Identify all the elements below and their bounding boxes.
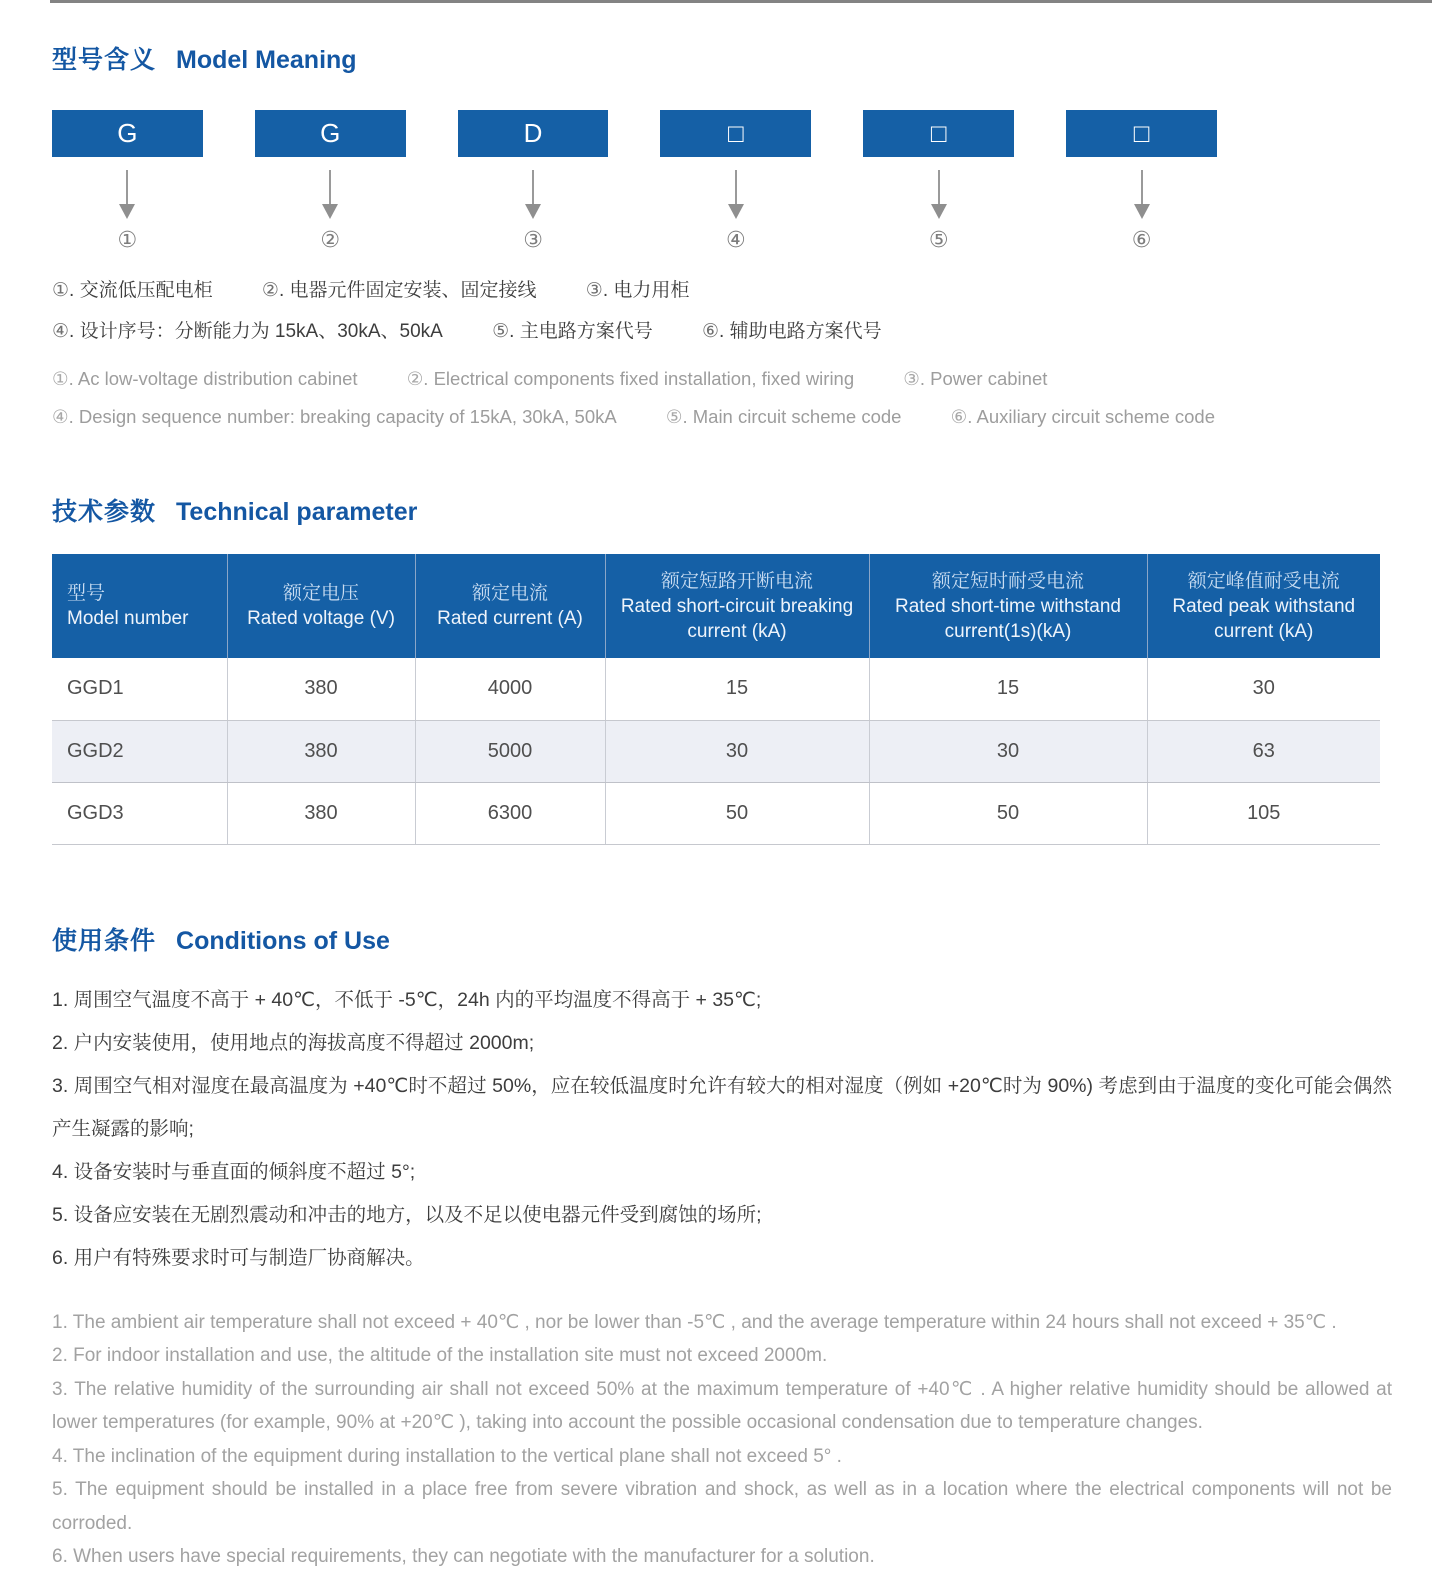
technical-heading-zh: 技术参数 (52, 498, 157, 526)
condition-item-zh: 1. 周围空气温度不高于 + 40℃，不低于 -5℃，24h 内的平均温度不得高于 + 35℃; (52, 988, 762, 1011)
conditions-heading (52, 921, 1380, 957)
condition-item-en: 6. When users have special requirements, they can negotiate with the manufacturer for a solution. (52, 1546, 875, 1567)
circled-number: ② (406, 368, 424, 389)
table-row-ggd1: GGD1 380 4000 15 15 30 (52, 658, 1380, 720)
down-arrow-icon (119, 170, 135, 219)
model-meaning-heading-zh: 型号含义 (52, 46, 157, 74)
condition-item-en: 1. The ambient air temperature shall not exceed + 40℃ , nor be lower than -5℃ , and the average temperature within 24 hours shall not exceed + 35℃ . (52, 1311, 1337, 1333)
condition-item-zh: 5. 设备应安装在无剧烈震动和冲击的地方，以及不足以使电器元件受到腐蚀的场所; (52, 1203, 762, 1226)
model-code-box-2: G (255, 110, 406, 157)
table-row-ggd2: GGD2 380 5000 30 30 63 (52, 720, 1380, 782)
model-code-arrows (52, 170, 1217, 219)
circled-number: ② (261, 280, 279, 301)
model-meaning-heading-en: Model Meaning (176, 46, 357, 74)
arrow-cell (255, 170, 406, 219)
model-code-boxes (52, 110, 1217, 157)
condition-item-zh: 3. 周围空气相对湿度在最高温度为 +40℃时不超过 50%，应在较低温度时允许有较大的相对湿度（例如 +20℃时为 90%) 考虑到由于温度的变化可能会偶然产生凝露的影响; (52, 1074, 1392, 1140)
col-header-model: 型号 Model number (52, 554, 227, 658)
circled-number: ⑥ (701, 321, 720, 342)
condition-item-zh: 2. 户内安装使用，使用地点的海拔高度不得超过 2000m; (52, 1031, 535, 1054)
arrow-cell (1066, 170, 1217, 219)
desc-text: . Power cabinet (919, 368, 1048, 389)
down-arrow-icon (322, 170, 338, 219)
col-header-rated-current: 额定电流 Rated current (A) (415, 554, 605, 658)
table-row-ggd3: GGD3 380 6300 50 50 105 (52, 782, 1380, 844)
col-header-withstand-current: 额定短时耐受电流 Rated short-time withstand current(1s)(kA) (869, 554, 1147, 658)
condition-item-en: 2. For indoor installation and use, the altitude of the installation site must not exceed 2000m. (52, 1345, 828, 1366)
desc-text: . 设计序号：分断能力为 15kA、30kA、50kA (69, 321, 443, 342)
desc-text: . 电力用柜 (602, 280, 690, 301)
col-header-breaking-current: 额定短路开断电流 Rated short-circuit breaking current (kA) (605, 554, 869, 658)
model-code-box-4: □ (660, 110, 811, 157)
circled-number: ⑥ (950, 406, 968, 427)
desc-text: . 主电路方案代号 (509, 321, 653, 342)
technical-parameter-heading (52, 492, 1380, 528)
model-code-box-3: D (458, 110, 609, 157)
model-desc-zh-line1 (52, 275, 1380, 302)
circled-number: ⑤ (928, 227, 949, 252)
condition-item-zh: 6. 用户有特殊要求时可与制造厂协商解决。 (52, 1246, 425, 1269)
circled-number: ③ (523, 227, 543, 252)
arrow-cell (660, 170, 811, 219)
desc-text: . Design sequence number: breaking capacity of 15kA, 30kA, 50kA (68, 406, 617, 427)
arrow-cell (52, 170, 203, 219)
model-meaning-heading (52, 40, 1380, 76)
desc-text: . Ac low-voltage distribution cabinet (68, 368, 358, 389)
arrow-cell (863, 170, 1014, 219)
circled-number: ① (52, 280, 70, 301)
condition-item-en: 5. The equipment should be installed in a place free from severe vibration and shock, as well as in a location where the electrical components will not be corroded. (52, 1479, 1392, 1534)
model-code-numbers (52, 227, 1217, 253)
technical-heading-en: Technical parameter (176, 498, 418, 526)
circled-number: ① (52, 368, 69, 389)
circled-number: ④ (726, 227, 746, 252)
condition-item-en: 4. The inclination of the equipment during installation to the vertical plane shall not exceed 5° . (52, 1445, 842, 1467)
down-arrow-icon (525, 170, 541, 219)
conditions-heading-zh: 使用条件 (52, 926, 157, 955)
circled-number: ⑤ (665, 406, 683, 427)
model-code-box-6: □ (1066, 110, 1217, 157)
circled-number: ① (117, 227, 138, 252)
down-arrow-icon (728, 170, 744, 219)
col-header-rated-voltage: 额定电压 Rated voltage (V) (227, 554, 415, 658)
model-desc-en-line1 (52, 368, 1380, 390)
model-desc-zh-line2 (52, 316, 1380, 343)
desc-text: . Main circuit scheme code (682, 406, 902, 427)
desc-text: . 辅助电路方案代号 (719, 321, 882, 342)
page-top-rule (50, 0, 1432, 3)
model-code-box-1: G (52, 110, 203, 157)
circled-number: ④ (52, 406, 69, 427)
down-arrow-icon (931, 170, 947, 219)
col-header-peak-current: 额定峰值耐受电流 Rated peak withstand current (kA) (1147, 554, 1380, 658)
table-header-row (52, 554, 1380, 658)
model-code-box-5: □ (863, 110, 1014, 157)
circled-number: ② (320, 227, 341, 252)
circled-number: ③ (903, 368, 920, 389)
conditions-list-en (52, 1306, 1392, 1574)
desc-text: . Auxiliary circuit scheme code (967, 406, 1216, 427)
down-arrow-icon (1134, 170, 1150, 219)
circled-number: ④ (52, 321, 70, 342)
desc-text: . Electrical components fixed installation, fixed wiring (423, 368, 855, 389)
conditions-heading-en: Conditions of Use (176, 926, 390, 955)
circled-number: ⑤ (492, 321, 510, 342)
circled-number: ⑥ (1131, 227, 1152, 252)
condition-item-en: 3. The relative humidity of the surrounding air shall not exceed 50% at the maximum temperature of +40℃ . A higher relative humidity should be allowed at lower temperatures (for example, 90% at +20℃ ), taking into account the possible occasional condensation due to temperature changes. (52, 1378, 1392, 1433)
technical-parameter-table (52, 554, 1380, 845)
conditions-list-zh (52, 979, 1392, 1280)
condition-item-zh: 4. 设备安装时与垂直面的倾斜度不超过 5°; (52, 1160, 416, 1183)
model-desc-en-line2 (52, 406, 1380, 428)
arrow-cell (458, 170, 609, 219)
desc-text: . 交流低压配电柜 (69, 280, 213, 301)
desc-text: . 电器元件固定安装、固定接线 (278, 280, 537, 301)
circled-number: ③ (585, 280, 603, 301)
